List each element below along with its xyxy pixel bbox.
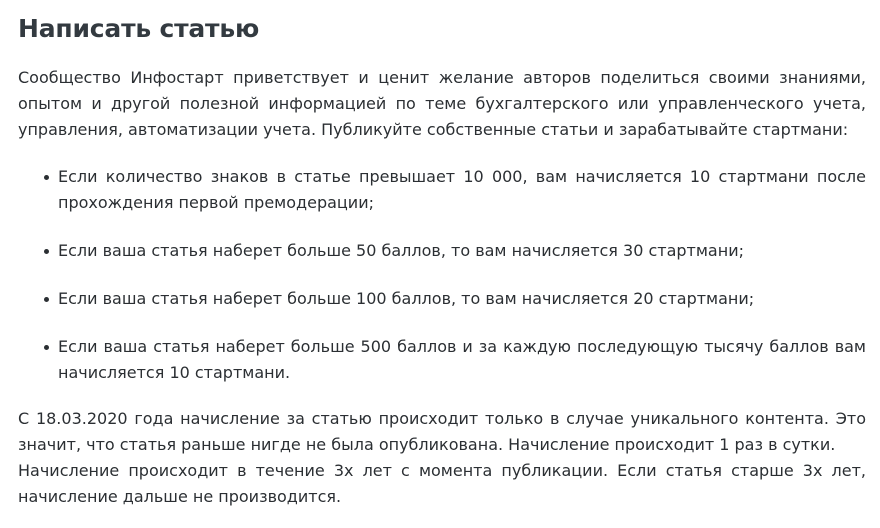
bullet-dot-icon bbox=[44, 297, 49, 302]
list-item bbox=[44, 286, 866, 312]
list-item-text: Если ваша статья наберет больше 100 баллов, то вам начисляется 20 стартмани; bbox=[58, 289, 755, 308]
reward-rules-list bbox=[18, 164, 866, 386]
intro-paragraph: Сообщество Инфостарт приветствует и ценит желание авторов поделиться своими знаниями, опытом и другой полезной информацией по теме бухгалтерского или управленческого учета, управления, автоматизации учета. Публикуйте собственные статьи и зарабатывайте стартмани: bbox=[18, 68, 866, 139]
list-item bbox=[44, 334, 866, 386]
bullet-dot-icon bbox=[44, 345, 49, 350]
list-item-text: Если ваша статья наберет больше 500 баллов и за каждую последующую тысячу баллов вам начисляется 10 стартмани. bbox=[58, 337, 866, 382]
bullet-dot-icon bbox=[44, 175, 49, 180]
list-item-text: Если ваша статья наберет больше 50 баллов, то вам начисляется 30 стартмани; bbox=[58, 241, 744, 260]
bullet-dot-icon bbox=[44, 249, 49, 254]
page-title: Написать статью bbox=[18, 14, 260, 43]
list-item bbox=[44, 238, 866, 264]
accrual-period-note-line: Начисление происходит в течение 3х лет с момента публикации. Если статья старше 3х лет, начисление дальше не производится. bbox=[18, 461, 866, 506]
list-item-text: Если количество знаков в статье превышает 10 000, вам начисляется 10 стартмани после прохождения первой премодерации; bbox=[58, 167, 866, 212]
list-item bbox=[44, 164, 866, 216]
uniqueness-note-line: С 18.03.2020 года начисление за статью происходит только в случае уникального контента. Это значит, что статья раньше нигде не была опубликована. Начисление происходит 1 раз в сутки. bbox=[18, 409, 866, 454]
uniqueness-note bbox=[18, 406, 866, 510]
